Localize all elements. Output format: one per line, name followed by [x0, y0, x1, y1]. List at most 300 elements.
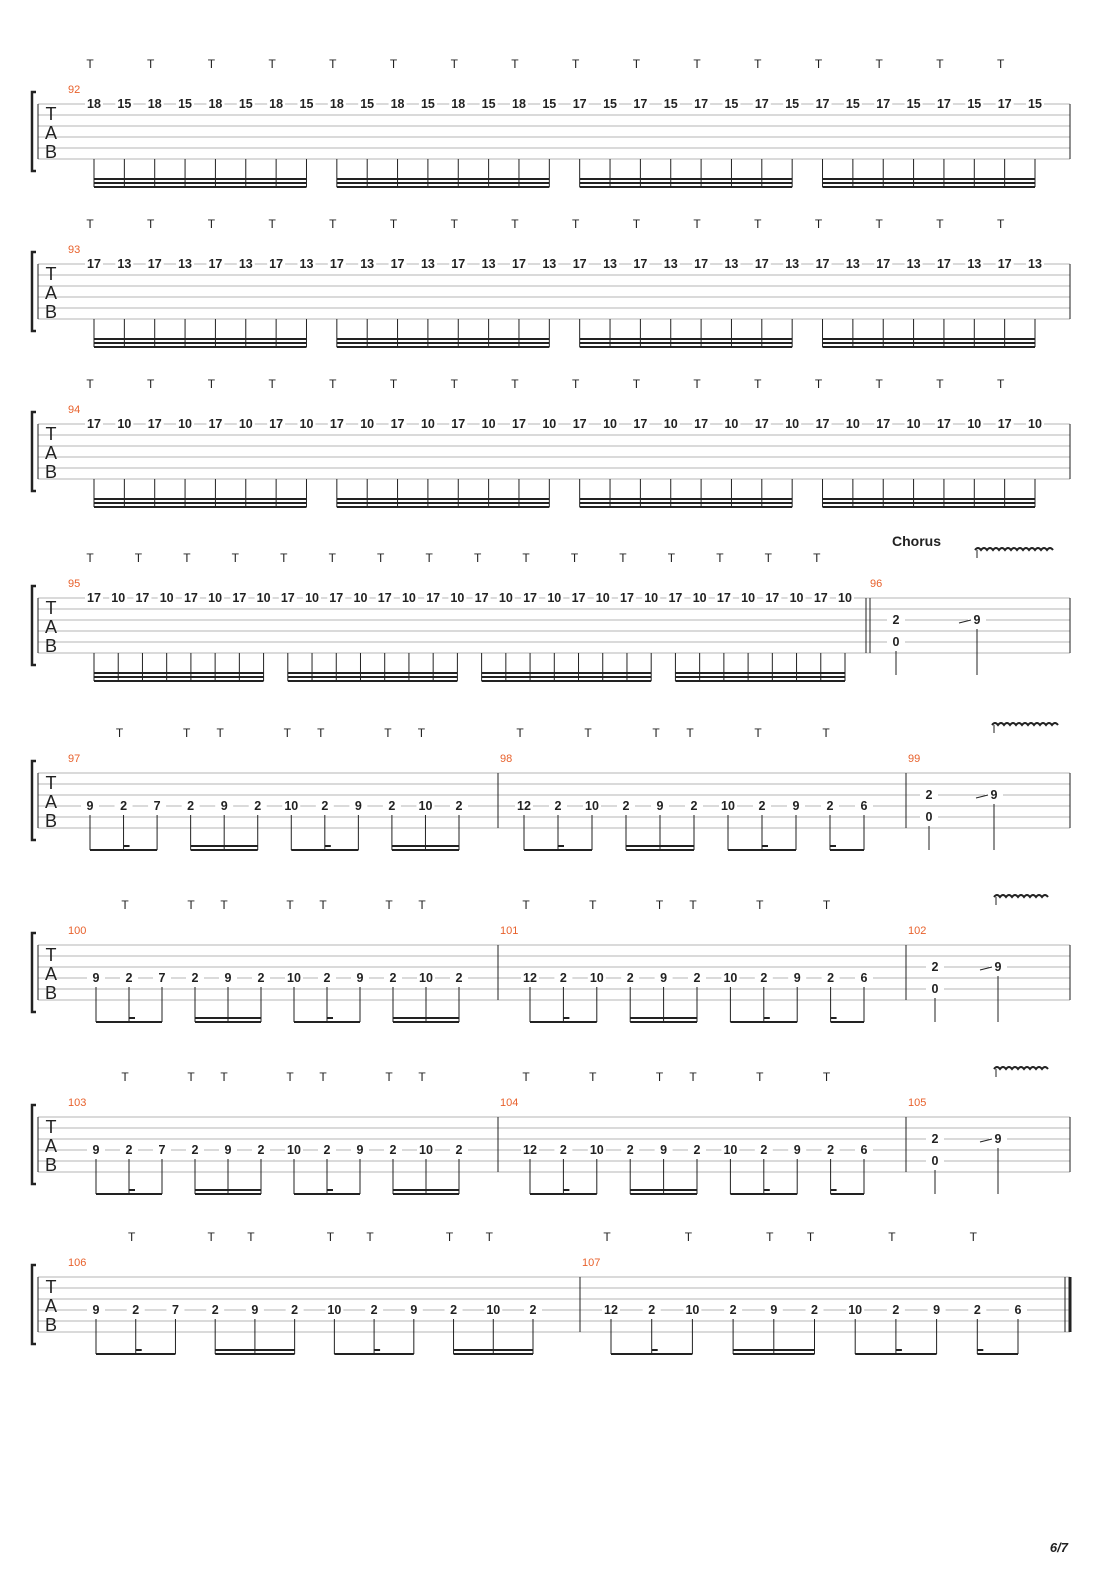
tap-mark: T	[584, 726, 592, 740]
tap-mark: T	[86, 57, 94, 71]
fret-number: 2	[827, 1143, 835, 1157]
fret-number: 2	[257, 971, 265, 985]
fret-number: 18	[512, 97, 526, 111]
fret-number: 17	[512, 417, 526, 431]
fret-number: 17	[183, 591, 198, 605]
fret-number: 17	[390, 417, 405, 431]
fret-number: 13	[663, 257, 678, 271]
tap-mark: T	[693, 217, 701, 231]
fret-number: 9	[660, 971, 668, 985]
fret-number: 17	[633, 97, 648, 111]
fret-number: 17	[936, 97, 951, 111]
vibrato-mark	[992, 723, 1058, 725]
fret-number: 10	[1028, 417, 1042, 431]
fret-number: 9	[354, 799, 362, 813]
fret-number: 10	[498, 591, 513, 605]
tap-mark: T	[756, 1070, 764, 1084]
tap-mark: T	[328, 551, 336, 565]
tap-mark: T	[134, 551, 143, 565]
fret-number: 10	[785, 417, 800, 431]
fret-number: 2	[120, 799, 128, 813]
tap-mark: T	[936, 217, 944, 231]
tab-clef-letter: B	[44, 811, 58, 831]
fret-number: 17	[668, 591, 683, 605]
fret-number: 15	[603, 97, 617, 111]
tap-mark: T	[996, 377, 1005, 391]
fret-number: 13	[967, 257, 982, 271]
fret-number: 10	[486, 1303, 501, 1317]
fret-number: 2	[323, 971, 331, 985]
fret-number: 2	[125, 971, 133, 985]
fret-number: 9	[793, 971, 801, 985]
fret-number: 2	[211, 1303, 219, 1317]
tap-mark: T	[936, 377, 944, 391]
fret-number: 10	[238, 417, 253, 431]
measure-number: 96	[870, 578, 883, 590]
fret-number: 9	[86, 799, 94, 813]
fret-number: 17	[269, 257, 284, 271]
fret-number: 13	[420, 257, 435, 271]
fret-number: 17	[754, 257, 769, 271]
fret-number: 9	[224, 971, 232, 985]
tab-clef-letter: T	[45, 104, 57, 124]
tab-clef-letter: A	[44, 123, 58, 143]
tap-mark: T	[822, 898, 831, 912]
tab-clef-letter: B	[44, 302, 58, 322]
measure-number: 106	[68, 1257, 87, 1269]
fret-number: 10	[723, 971, 738, 985]
fret-number: 17	[87, 417, 101, 431]
fret-number: 7	[158, 1143, 166, 1157]
tap-mark: T	[207, 377, 216, 391]
fret-number: 15	[1028, 97, 1042, 111]
fret-number: 9	[92, 971, 100, 985]
vibrato-mark	[994, 895, 1048, 897]
fret-number: 7	[171, 1303, 179, 1317]
tap-mark: T	[389, 217, 398, 231]
fret-number: 13	[1028, 257, 1042, 271]
tap-mark: T	[822, 1070, 831, 1084]
tab-clef-letter: B	[44, 142, 58, 162]
fret-number: 2	[529, 1303, 537, 1317]
fret-number: 2	[455, 799, 463, 813]
fret-number: 2	[827, 971, 835, 985]
fret-number: 2	[559, 971, 567, 985]
tap-mark: T	[572, 57, 580, 71]
fret-number: 17	[997, 257, 1012, 271]
tab-clef-letter: T	[45, 598, 57, 618]
tap-mark: T	[425, 551, 433, 565]
fret-number: 18	[87, 97, 101, 111]
fret-number: 17	[87, 591, 101, 605]
fret-number: 17	[451, 417, 466, 431]
fret-number: 10	[305, 591, 319, 605]
fret-number: 17	[716, 591, 731, 605]
tap-mark: T	[756, 898, 764, 912]
tap-mark: T	[822, 726, 830, 740]
fret-number: 10	[159, 591, 174, 605]
tap-mark: T	[754, 726, 762, 740]
system-bracket	[32, 1105, 36, 1184]
fret-number: 2	[693, 971, 701, 985]
fret-number: 10	[353, 591, 368, 605]
tab-clef-letter: A	[44, 1296, 58, 1316]
fret-number: 17	[147, 417, 162, 431]
measure-number: 95	[68, 578, 81, 590]
fret-number: 2	[626, 971, 634, 985]
fret-number: 10	[284, 799, 299, 813]
fret-number: 0	[931, 1154, 939, 1168]
fret-number: 17	[280, 591, 295, 605]
tab-clef-letter: A	[44, 443, 58, 463]
tap-mark: T	[247, 1230, 255, 1244]
fret-number: 17	[523, 591, 538, 605]
fret-number: 9	[994, 1132, 1002, 1146]
fret-number: 2	[760, 1143, 768, 1157]
fret-number: 17	[329, 417, 344, 431]
tab-clef-letter: A	[44, 792, 58, 812]
system-bracket	[32, 933, 36, 1012]
measure-number: 98	[500, 753, 513, 765]
fret-number: 13	[178, 257, 193, 271]
measure-number: 94	[68, 404, 81, 416]
fret-number: 2	[125, 1143, 133, 1157]
fret-number: 10	[723, 1143, 738, 1157]
tap-mark: T	[220, 898, 228, 912]
fret-number: 17	[377, 591, 392, 605]
tap-mark: T	[806, 1230, 815, 1244]
tap-mark: T	[182, 726, 191, 740]
measure-number: 97	[68, 753, 81, 765]
fret-number: 2	[931, 960, 939, 974]
tap-mark: T	[652, 726, 660, 740]
tap-mark: T	[377, 551, 385, 565]
tap-mark: T	[86, 217, 94, 231]
tap-mark: T	[754, 377, 762, 391]
measure-number: 99	[908, 753, 921, 765]
tap-mark: T	[814, 57, 823, 71]
tab-system	[32, 1067, 1070, 1194]
tab-system	[32, 377, 1070, 507]
fret-number: 13	[238, 257, 253, 271]
page-number: 6/7	[1049, 1540, 1068, 1555]
fret-number: 13	[360, 257, 375, 271]
fret-number: 17	[232, 591, 247, 605]
tab-systems	[32, 57, 1070, 1354]
fret-number: 13	[845, 257, 860, 271]
fret-number: 2	[257, 1143, 265, 1157]
fret-number: 10	[287, 971, 301, 985]
fret-number: 17	[208, 257, 223, 271]
tap-mark: T	[445, 1230, 454, 1244]
vibrato-mark	[975, 548, 1053, 550]
fret-number: 2	[758, 799, 766, 813]
fret-number: 18	[269, 97, 284, 111]
fret-number: 10	[401, 591, 416, 605]
fret-number: 2	[892, 613, 900, 627]
tap-mark: T	[684, 1230, 693, 1244]
fret-number: 15	[360, 97, 375, 111]
fret-number: 6	[860, 1143, 868, 1157]
tap-mark: T	[183, 551, 191, 565]
fret-number: 15	[178, 97, 193, 111]
fret-number: 9	[994, 960, 1002, 974]
fret-number: 9	[92, 1303, 100, 1317]
fret-number: 10	[419, 1143, 433, 1157]
fret-number: 10	[644, 591, 659, 605]
tap-mark: T	[389, 377, 398, 391]
fret-number: 18	[329, 97, 344, 111]
fret-number: 15	[299, 97, 314, 111]
tap-mark: T	[969, 1230, 977, 1244]
fret-number: 9	[933, 1303, 941, 1317]
fret-number: 10	[906, 417, 921, 431]
tap-mark: T	[888, 1230, 896, 1244]
fret-number: 2	[389, 971, 397, 985]
system-bracket	[32, 761, 36, 840]
tap-mark: T	[207, 57, 216, 71]
tap-mark: T	[485, 1230, 493, 1244]
tab-clef-letter: T	[45, 1277, 57, 1297]
fret-number: 10	[117, 417, 132, 431]
tap-mark: T	[319, 1070, 327, 1084]
tap-mark: T	[283, 726, 291, 740]
measure-number: 104	[500, 1097, 519, 1109]
fret-number: 15	[663, 97, 678, 111]
fret-number: 10	[838, 591, 852, 605]
fret-number: 13	[481, 257, 496, 271]
fret-number: 13	[785, 257, 800, 271]
tap-mark: T	[632, 377, 641, 391]
fret-number: 7	[158, 971, 166, 985]
fret-number: 10	[419, 971, 433, 985]
fret-number: 10	[360, 417, 375, 431]
fret-number: 2	[187, 799, 195, 813]
fret-number: 9	[793, 1143, 801, 1157]
tab-clef-letter: T	[45, 945, 57, 965]
tap-mark: T	[329, 57, 337, 71]
measure-number: 107	[582, 1257, 601, 1269]
fret-number: 17	[572, 97, 587, 111]
fret-number: 17	[815, 417, 830, 431]
tap-mark: T	[589, 898, 597, 912]
fret-number: 2	[291, 1303, 299, 1317]
fret-number: 17	[572, 417, 587, 431]
tap-mark: T	[207, 1230, 215, 1244]
tab-clef-letter: A	[44, 1136, 58, 1156]
fret-number: 9	[224, 1143, 232, 1157]
fret-number: 0	[892, 635, 900, 649]
measure-number: 102	[908, 925, 927, 937]
fret-number: 18	[208, 97, 223, 111]
tap-mark: T	[655, 1070, 664, 1084]
fret-number: 2	[811, 1303, 818, 1317]
tab-clef-letter: A	[44, 964, 58, 984]
fret-number: 10	[327, 1303, 342, 1317]
tab-clef-letter: T	[45, 424, 57, 444]
fret-number: 17	[633, 257, 648, 271]
fret-number: 10	[589, 1143, 604, 1157]
tap-mark: T	[450, 377, 458, 391]
fret-number: 15	[481, 97, 496, 111]
fret-number: 2	[648, 1303, 656, 1317]
fret-number: 17	[87, 257, 101, 271]
tap-mark: T	[319, 898, 327, 912]
fret-number: 17	[512, 257, 526, 271]
system-bracket	[32, 92, 36, 171]
fret-number: 2	[389, 1143, 397, 1157]
fret-number: 10	[547, 591, 562, 605]
fret-number: 6	[860, 971, 868, 985]
tap-mark: T	[268, 57, 276, 71]
fret-number: 15	[542, 97, 557, 111]
fret-number: 17	[813, 591, 828, 605]
fret-number: 10	[450, 591, 465, 605]
fret-number: 10	[481, 417, 496, 431]
tab-clef-letter: B	[44, 983, 58, 1003]
fret-number: 2	[450, 1303, 458, 1317]
fret-number: 9	[770, 1303, 778, 1317]
fret-number: 17	[147, 257, 162, 271]
measure-number: 101	[500, 925, 519, 937]
tap-mark: T	[417, 726, 426, 740]
tap-mark: T	[572, 217, 580, 231]
system-bracket	[32, 252, 36, 331]
fret-number: 2	[323, 1143, 331, 1157]
fret-number: 13	[603, 257, 617, 271]
fret-number: 9	[973, 613, 981, 627]
tab-system	[32, 1230, 1070, 1354]
fret-number: 17	[329, 257, 344, 271]
tap-mark: T	[875, 377, 883, 391]
tap-mark: T	[329, 377, 337, 391]
fret-number: 10	[789, 591, 804, 605]
tap-mark: T	[268, 217, 276, 231]
tap-mark: T	[450, 217, 458, 231]
fret-number: 10	[418, 799, 433, 813]
measure-number: 100	[68, 925, 87, 937]
fret-number: 17	[426, 591, 441, 605]
fret-number: 18	[147, 97, 162, 111]
fret-number: 7	[153, 799, 161, 813]
fret-number: 15	[967, 97, 982, 111]
system-bracket	[32, 1265, 36, 1344]
tap-mark: T	[996, 57, 1005, 71]
tab-clef-letter: B	[44, 1315, 58, 1335]
fret-number: 10	[299, 417, 314, 431]
tab-clef-letter: A	[44, 283, 58, 303]
fret-number: 17	[208, 417, 223, 431]
section-label: Chorus	[892, 533, 941, 549]
tab-clef-letter: A	[44, 617, 58, 637]
fret-number: 18	[451, 97, 466, 111]
fret-number: 2	[826, 799, 834, 813]
tap-mark: T	[473, 551, 482, 565]
fret-number: 2	[388, 799, 396, 813]
tap-mark: T	[86, 377, 94, 391]
fret-number: 0	[925, 810, 933, 824]
fret-number: 2	[973, 1303, 981, 1317]
fret-number: 10	[724, 417, 739, 431]
tap-mark: T	[693, 377, 701, 391]
fret-number: 15	[117, 97, 132, 111]
fret-number: 17	[572, 257, 587, 271]
tap-mark: T	[187, 1070, 195, 1084]
system-bracket	[32, 586, 36, 665]
tap-mark: T	[147, 57, 155, 71]
measure-number: 92	[68, 84, 81, 96]
fret-number: 10	[256, 591, 271, 605]
tap-mark: T	[286, 1070, 294, 1084]
fret-number: 2	[191, 971, 199, 985]
fret-number: 9	[410, 1303, 418, 1317]
tap-mark: T	[511, 57, 519, 71]
tap-mark: T	[814, 377, 823, 391]
tab-system	[32, 723, 1070, 850]
tap-mark: T	[667, 551, 676, 565]
tap-mark: T	[389, 57, 398, 71]
tap-mark: T	[716, 551, 724, 565]
fret-number: 10	[692, 591, 707, 605]
fret-number: 17	[936, 257, 951, 271]
tap-mark: T	[326, 1230, 335, 1244]
fret-number: 2	[132, 1303, 140, 1317]
fret-number: 17	[694, 97, 709, 111]
fret-number: 17	[633, 417, 648, 431]
fret-number: 10	[663, 417, 678, 431]
fret-number: 13	[117, 257, 132, 271]
fret-number: 2	[690, 799, 698, 813]
tab-clef-letter: T	[45, 773, 57, 793]
tap-mark: T	[754, 217, 762, 231]
fret-number: 17	[876, 97, 891, 111]
tap-mark: T	[86, 551, 94, 565]
tap-mark: T	[516, 726, 524, 740]
fret-number: 15	[845, 97, 860, 111]
fret-number: 2	[455, 1143, 463, 1157]
tap-mark: T	[385, 898, 393, 912]
tap-mark: T	[764, 551, 772, 565]
fret-number: 17	[754, 417, 769, 431]
tap-mark: T	[689, 898, 697, 912]
fret-number: 10	[685, 1303, 700, 1317]
fret-number: 17	[329, 591, 344, 605]
tap-mark: T	[632, 217, 641, 231]
fret-number: 17	[390, 257, 405, 271]
measure-number: 105	[908, 1097, 927, 1109]
fret-number: 6	[860, 799, 868, 813]
fret-number: 9	[356, 1143, 364, 1157]
fret-number: 12	[523, 971, 537, 985]
fret-number: 2	[370, 1303, 378, 1317]
fret-number: 17	[876, 257, 891, 271]
fret-number: 2	[254, 799, 262, 813]
fret-number: 10	[287, 1143, 301, 1157]
tab-clef-letter: B	[44, 1155, 58, 1175]
fret-number: 17	[694, 417, 709, 431]
tap-mark: T	[754, 57, 762, 71]
tap-mark: T	[121, 1070, 129, 1084]
fret-number: 10	[595, 591, 610, 605]
fret-number: 13	[906, 257, 921, 271]
tap-mark: T	[936, 57, 944, 71]
tap-mark: T	[418, 898, 426, 912]
tap-mark: T	[128, 1230, 136, 1244]
fret-number: 17	[694, 257, 709, 271]
tap-mark: T	[207, 217, 216, 231]
fret-number: 2	[622, 799, 630, 813]
fret-number: 15	[238, 97, 253, 111]
